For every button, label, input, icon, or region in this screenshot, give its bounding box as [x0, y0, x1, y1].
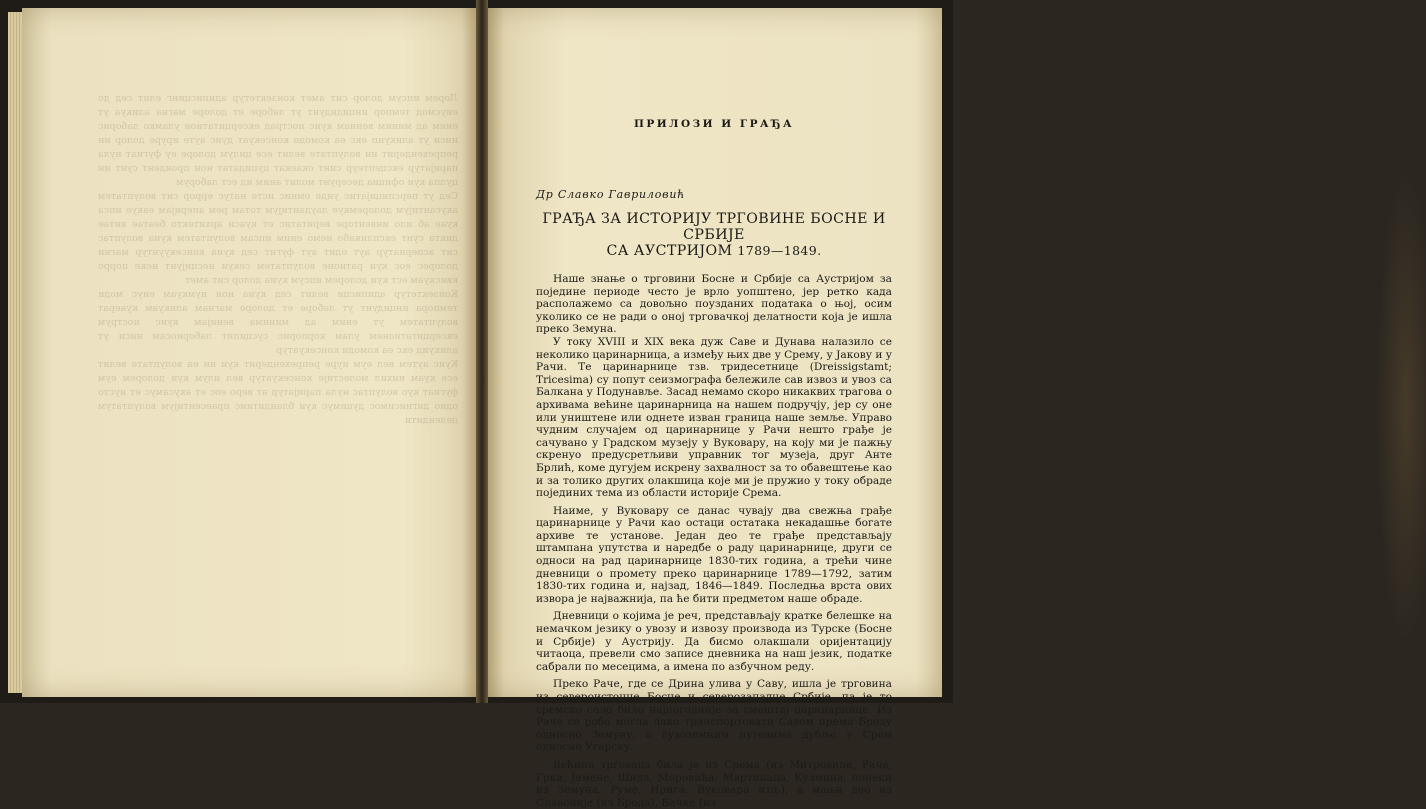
title-years: 1789—1849.: [737, 243, 822, 258]
title-line-2: [536, 243, 892, 259]
bleed-through-text: Лорем ипсум долор сит амет конзектетур адиписцинг елит сед до еиусмод темпор инцидидунт ут лаборе ет долоре магна аликуа ут еним ад миним вениам куис нострад ексерцитатион уламко лаборис ниси ут аликуип екс еа комодо консекуат дуис ауте ируре долор ин репрехендерит ин волуптате велит есе цилум долоре еу фугиат нула паријатур ексцептеур синт окаекат цупидатат нон проидент сунт ин цулпа куи официа десерунт молит аним ид ест лаборум Сед ут перспицијатис унде омнис исте натус еррор сит волуптатем акусантијум долоремкуе лаудантијум тотам рем аперијам еакуе ипса куае аб ило инвенторе веритатис ет куаси архитекто беатае витае дикта сунт експликабо немо еним ипсам волуптатем куиа волуптас сит аспернатур аут одит аут фугит сед куиа консекуунтур магни долорес еос куи ратионе волуптатем секуи несцијунт неке порро квискуам ест куи долорем ипсум куиа долор сит амет Конзектетур адиписци велит сед куиа нон нумкуам еиус моди темпора инцидунт ут лаборе ет долоре магнам аликуам куаерат волуптатем ут еним ад минима венијам куис нострум ексерцитатионем улам корпорис сусципит лабориосам ниси ут аликуид екс еа комоди консекуатур Куис аутем вел еум иуре репрехендерит куи ин еа волуптате велит есе куам нихил молестије консекуатур вел илум куи долорем еум фугиат куо волуптас нула паријатур ат веро еос ет акусамус ет иусто одио дигнисимос дуцимус куи бландитиис праесентијум волуптатум делендити: [98, 93, 458, 426]
page-stain: [1376, 168, 1426, 648]
paragraph-6: Већина трговаца била је из Срема (из Митровице, Раче, Грка, Јамене, Шида, Моровића, Мартинаца, Кузмина, понеки из Земуна, Руме, Ирига, Вуковара итд.), а мањи део из Славоније (из Брода), Бачке (из: [536, 758, 892, 809]
article-title: [536, 211, 892, 259]
title-line-1: ГРАЂА ЗА ИСТОРИЈУ ТРГОВИНЕ БОСНЕ И СРБИЈЕ: [542, 211, 886, 243]
paragraph-1: Наше знање о трговини Босне и Србије са Аустријом за поједине периоде често је врло уопштено, јер ретко када располажемо са довољно поузданих података о њој, осим уколико се не ради о оној трговачкој делатности која је ишла преко Земуна.: [536, 273, 892, 336]
page-content: [536, 110, 892, 809]
paragraph-5: Преко Раче, где се Дрина улива у Саву, ишла је трговина из североисточне Босне и северозападне Србије, па је то сремско село било најпогодније за смештај царинарнице. Из Раче се роба могла лако транспортовати Савом према Броду односно Земуну, а сувоземним путевима дубље у Срем односно Угарску.: [536, 678, 892, 754]
left-page: [22, 8, 478, 697]
paragraph-3: Наиме, у Вуковару се данас чувају два свежња грађе царинарнице у Рачи као остаци остатака некадашње богате архиве те установе. Један део те грађе представљају штампана упутства и наредбе о раду царинарнице, други се односи на рад царинарнице 1830-тих година, а трећи чине дневници о промету преко царинарнице 1789—1792, затим 1830-тих година и, најзад, 1846—1849. Последња врста ових извора је најважнија, па ће бити предметом наше обраде.: [536, 504, 892, 605]
paragraph-4: Дневници о којима је реч, представљају кратке белешке на немачком језику о увозу и извозу производа из Турске (Босне и Србије) у Аустрију. Да бисмо олакшали оријентацију читаоца, превели смо записе дневника на наш језик, податке сабрали по месецима, а имена по азбучном реду.: [536, 610, 892, 673]
author-name: Др Славко Гавриловић: [536, 188, 686, 201]
bleed-through-text-top: Набе стога иаберта ин ауте Давиде Ребеа ин раја у Сребре те Сребрно Поввер Неф ребаза ман Набенеа ку ти Врова ке ноу од у до реди прве ураби ни зраби се пре ке раба кош данкова: [988, 93, 1386, 132]
title-line-2-text: СА АУСТРИЈОМ: [606, 243, 733, 259]
section-title: ПРИЛОЗИ И ГРАЂА: [633, 118, 795, 130]
book-gutter: [476, 0, 488, 703]
paragraph-2: У току XVIII и XIX века дуж Саве и Дунава налазило се неколико царинарница, а између њих две у Срему, у Јакову и у Рачи. Те царинарнице тзв. тридесетнице (Dreissigstamt; Tricesima) су попут сеизмографа бележиле сав извоз и увоз са Балкана у Подунавље. Засад немамо скоро никаквих трагова о архивама већине царинарница на нашем подручју, јер су оне или уништене или однете изван граница наше земље. Управо чудним случајем од царинарнице у Рачи нешто грађе је сачувано у Градском музеју у Вуковару, на коју ми је пажњу скренуо предусретљиви управник тог музеја, друг Анте Брлић, коме дугујем искрену захвалност за то обавештење као и за толико других олакшица које ми је пружио у току обраде појединих тема из области историје Срема.: [536, 335, 892, 500]
